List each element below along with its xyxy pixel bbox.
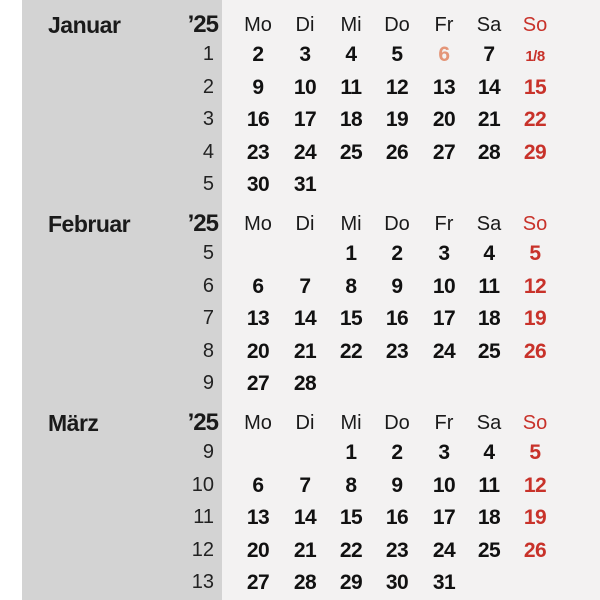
date-cell: 21 (293, 538, 317, 562)
date-cell: 16 (246, 108, 270, 131)
week-number: 2 (202, 75, 214, 98)
week-number: 9 (202, 441, 214, 463)
date-cell: 24 (293, 140, 317, 164)
date-cell: 30 (385, 571, 409, 594)
date-cell: 14 (293, 506, 317, 529)
month-name-februar: Februar (48, 211, 131, 237)
date-cell: 25 (339, 140, 363, 164)
date-cell: 11 (478, 274, 500, 298)
date-cell: 22 (523, 108, 547, 131)
date-cell: 12 (385, 75, 409, 99)
date-cell: 3 (438, 242, 450, 265)
date-cell: 26 (385, 140, 409, 164)
week-number: 6 (202, 274, 214, 297)
weekday-header-mi: Mi (340, 14, 362, 36)
date-cell: 31 (293, 173, 317, 196)
date-cell: 25 (477, 339, 501, 363)
date-cell: 13 (246, 307, 270, 330)
weekday-header-sa: Sa (476, 14, 502, 36)
weekday-header-so: So (522, 14, 548, 36)
week-number: 3 (202, 108, 214, 130)
weekday-header-mi: Mi (340, 213, 362, 235)
date-cell: 2 (252, 43, 264, 66)
weekday-header-mo: Mo (244, 412, 272, 434)
weekday-header-fr: Fr (434, 14, 454, 36)
date-cell: 11 (478, 473, 500, 497)
date-cell: 27 (432, 140, 456, 164)
date-cell: 29 (339, 571, 363, 594)
date-cell: 29 (523, 140, 547, 164)
weekday-header-mo: Mo (244, 14, 272, 36)
date-cell: 7 (299, 473, 311, 497)
date-cell: 7 (483, 43, 495, 66)
date-cell: 13 (432, 75, 456, 99)
date-cell: 4 (483, 441, 495, 464)
week-number: 8 (202, 339, 214, 362)
date-cell: 27 (246, 571, 270, 594)
date-cell: 19 (385, 108, 409, 131)
date-cell: 22 (339, 339, 363, 363)
date-cell: 5 (529, 441, 541, 464)
week-number: 11 (193, 506, 214, 528)
date-cell: 6 (252, 274, 264, 298)
date-cell: 8 (345, 274, 357, 298)
date-cell: 12 (523, 473, 547, 497)
date-cell: 5 (391, 43, 403, 66)
date-cell: 2 (391, 441, 403, 464)
date-cell: 8 (345, 473, 357, 497)
date-cell: 18 (477, 307, 501, 330)
week-number: 9 (202, 372, 214, 394)
date-cell: 14 (477, 75, 501, 99)
month-name-januar: Januar (48, 12, 121, 38)
date-cell: 27 (246, 372, 270, 395)
date-cell: 12 (523, 274, 547, 298)
date-cell: 28 (477, 140, 501, 164)
date-cell: 20 (246, 339, 270, 363)
date-cell: 19 (523, 506, 547, 529)
date-cell: 16 (385, 506, 409, 529)
month-name-maerz: März (48, 410, 99, 436)
date-cell: 6 (438, 43, 450, 66)
week-number: 4 (202, 140, 214, 163)
year-label-maerz: ’25 (187, 409, 218, 436)
week-number: 7 (202, 307, 214, 329)
date-cell: 23 (385, 538, 409, 562)
weekday-header-di: Di (295, 213, 315, 235)
date-cell: 24 (432, 339, 456, 363)
weekday-header-do: Do (384, 14, 410, 36)
weekday-header-fr: Fr (434, 213, 454, 235)
date-cell: 11 (340, 75, 362, 99)
weekday-header-so: So (522, 213, 548, 235)
date-cell: 25 (477, 538, 501, 562)
date-cell: 17 (432, 506, 456, 529)
date-cell: 28 (293, 372, 317, 395)
date-cell: 20 (432, 108, 456, 131)
date-cell: 1 (345, 242, 357, 265)
date-cell: 19 (523, 307, 547, 330)
date-cell: 10 (432, 274, 456, 298)
date-cell: 18 (477, 506, 501, 529)
date-cell: 13 (246, 506, 270, 529)
date-cell: 18 (339, 108, 363, 131)
date-cell: 23 (385, 339, 409, 363)
weekday-header-do: Do (384, 213, 410, 235)
date-cell: 15 (339, 307, 363, 330)
date-cell: 17 (293, 108, 317, 131)
date-cell: 7 (299, 274, 311, 298)
weekday-header-do: Do (384, 412, 410, 434)
date-cell: 14 (293, 307, 317, 330)
date-cell: 16 (385, 307, 409, 330)
date-cell: 1 (345, 441, 357, 464)
date-cell: 26 (523, 339, 547, 363)
date-cell: 4 (345, 43, 357, 66)
date-cell: 3 (438, 441, 450, 464)
date-cell: 20 (246, 538, 270, 562)
date-cell-combined (515, 44, 555, 65)
date-cell: 30 (246, 173, 270, 196)
week-number: 5 (202, 242, 214, 264)
date-cell: 10 (432, 473, 456, 497)
date-cell: 9 (391, 473, 403, 497)
date-cell: 4 (483, 242, 495, 265)
date-cell: 15 (339, 506, 363, 529)
date-cell: 22 (339, 538, 363, 562)
date-cell: 24 (432, 538, 456, 562)
date-cell: 3 (299, 43, 311, 66)
date-cell: 23 (246, 140, 270, 164)
weekday-header-di: Di (295, 14, 315, 36)
weekday-header-sa: Sa (476, 412, 502, 434)
week-number: 1 (202, 43, 214, 65)
weekday-header-fr: Fr (434, 412, 454, 434)
week-number: 13 (191, 571, 214, 593)
year-label-februar: ’25 (187, 210, 218, 237)
weekday-header-di: Di (295, 412, 315, 434)
date-cell: 15 (523, 75, 547, 99)
week-number: 10 (191, 473, 214, 496)
date-cell: 6 (252, 473, 264, 497)
date-fraction: 1/8 (525, 48, 545, 65)
date-cell: 9 (252, 75, 264, 99)
date-cell: 31 (432, 571, 456, 594)
year-label-januar: ’25 (187, 11, 218, 38)
date-cell: 28 (293, 571, 317, 594)
week-number: 12 (191, 538, 214, 561)
weekday-header-sa: Sa (476, 213, 502, 235)
date-cell: 9 (391, 274, 403, 298)
date-cell: 26 (523, 538, 547, 562)
weekday-header-mi: Mi (340, 412, 362, 434)
date-cell: 21 (477, 108, 501, 131)
date-cell: 21 (293, 339, 317, 363)
date-cell: 17 (432, 307, 456, 330)
date-cell: 10 (293, 75, 317, 99)
weekday-header-mo: Mo (244, 213, 272, 235)
week-number: 5 (202, 173, 214, 195)
weekday-header-so: So (522, 412, 548, 434)
date-cell: 5 (529, 242, 541, 265)
date-cell: 2 (391, 242, 403, 265)
